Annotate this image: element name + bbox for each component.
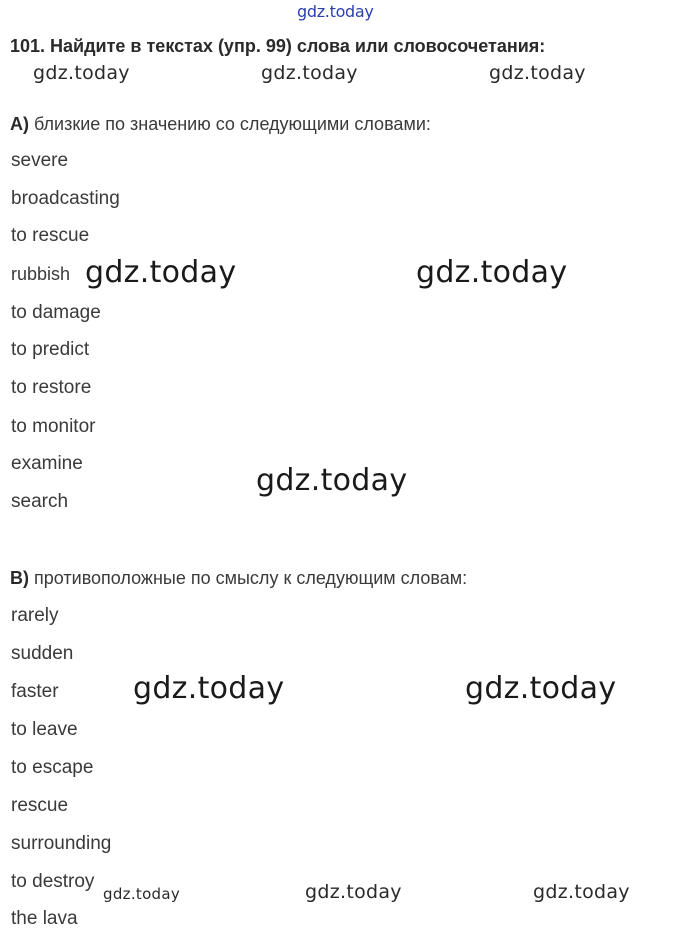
watermark-text: gdz.today xyxy=(256,463,408,498)
list-item: rescue xyxy=(11,795,69,816)
section-a-letter: А) xyxy=(10,114,29,134)
section-b-heading xyxy=(10,568,467,589)
list-item: broadcasting xyxy=(11,188,120,209)
list-item: to destroy xyxy=(11,871,95,892)
watermark-text: gdz.today xyxy=(33,62,130,84)
list-item: to leave xyxy=(11,719,78,740)
list-item: the lava xyxy=(11,908,78,929)
list-item: severe xyxy=(11,150,69,171)
watermark-text: gdz.today xyxy=(85,255,237,290)
list-item: rubbish xyxy=(11,264,71,284)
list-item: to monitor xyxy=(11,416,96,437)
exercise-title: 101. Найдите в текстах (упр. 99) слова или словосочетания: xyxy=(10,36,546,56)
list-item: sudden xyxy=(11,643,74,664)
list-item: to restore xyxy=(11,377,92,398)
list-item: to rescue xyxy=(11,225,90,246)
watermark-text: gdz.today xyxy=(465,671,617,706)
watermark-text: gdz.today xyxy=(416,255,568,290)
list-item: to escape xyxy=(11,757,94,778)
section-b-letter: В) xyxy=(10,568,29,588)
watermark-text: gdz.today xyxy=(103,885,181,903)
list-item: to predict xyxy=(11,339,90,360)
list-item: to damage xyxy=(11,302,101,323)
watermark-text: gdz.today xyxy=(261,62,358,84)
section-a-heading xyxy=(10,114,431,135)
section-b-heading-text: противоположные по смыслу к следующим словам: xyxy=(34,568,468,588)
watermark-text: gdz.today xyxy=(305,881,402,903)
list-item: rarely xyxy=(11,605,59,626)
section-a-heading-text: близкие по значению со следующими словами: xyxy=(34,114,431,134)
list-item: faster xyxy=(11,681,59,702)
list-item: search xyxy=(11,491,69,512)
watermark-text: gdz.today xyxy=(533,881,630,903)
watermark-text: gdz.today xyxy=(133,671,285,706)
watermark-logo: gdz.today xyxy=(297,2,374,21)
list-item: examine xyxy=(11,453,83,474)
list-item: surrounding xyxy=(11,833,112,854)
watermark-text: gdz.today xyxy=(489,62,586,84)
